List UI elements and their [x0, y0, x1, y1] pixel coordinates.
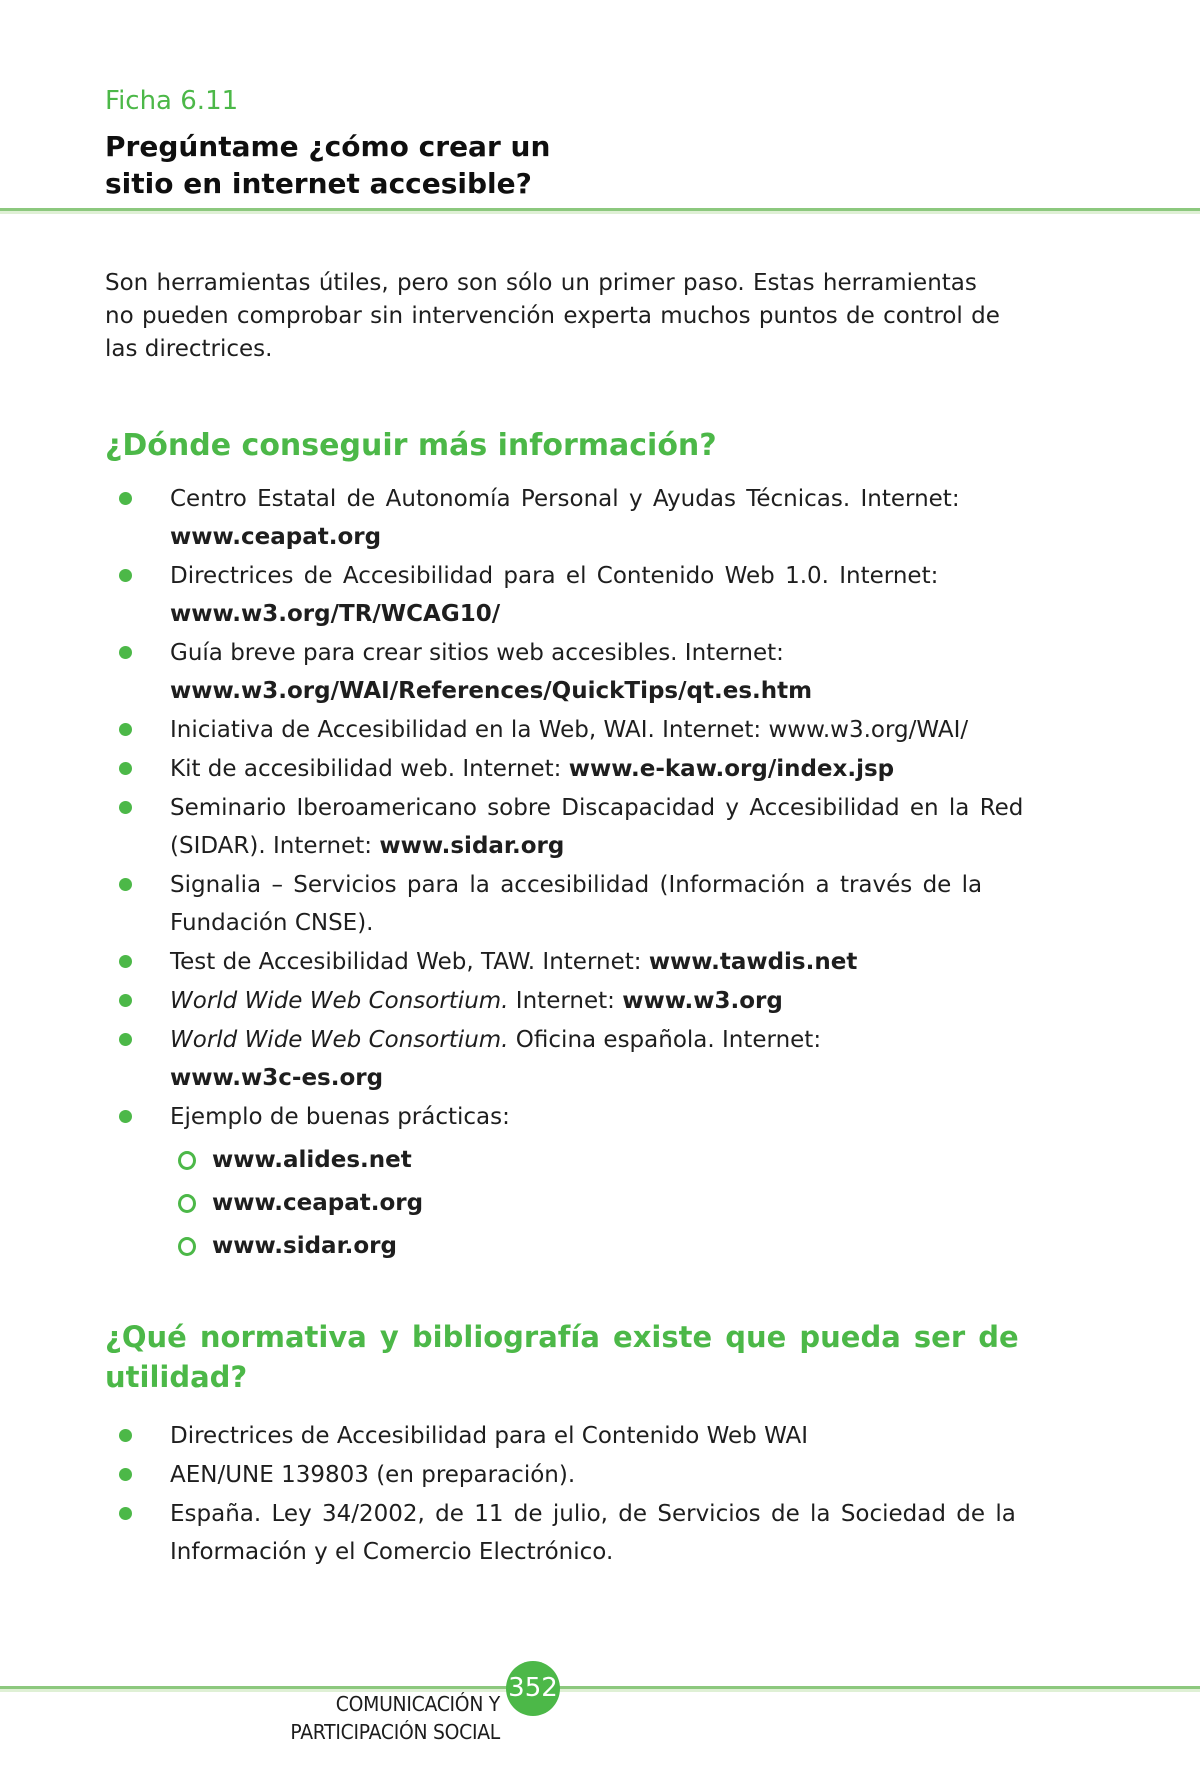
url-text: www.tawdis.net: [648, 949, 858, 975]
list-item: [105, 1456, 1055, 1494]
list-item-text: AEN/UNE 139803 (en preparación).: [170, 1462, 576, 1488]
page-title-line-2: sitio en internet accesible?: [105, 167, 532, 200]
page-title-line-1: Pregúntame ¿cómo crear un: [105, 130, 551, 163]
list-item-text: Test de Accesibilidad Web, TAW. Internet:: [170, 949, 649, 975]
intro-line-3: las directrices.: [105, 336, 273, 362]
url-text: www.alides.net: [212, 1147, 412, 1173]
url-text: www.sidar.org: [212, 1233, 397, 1259]
bullet-icon: [119, 762, 132, 775]
document-page: [0, 86, 1200, 1787]
list-item: [105, 557, 1055, 633]
bullet-icon: [119, 1468, 132, 1481]
bullet-icon: [119, 569, 132, 582]
list-item-text: Centro Estatal de Autonomía Personal y Ayudas Técnicas. Internet:: [170, 486, 960, 512]
list-item-text: Internet:: [508, 988, 623, 1014]
url-text: www.w3.org: [622, 988, 783, 1014]
page-title: [105, 128, 1200, 202]
bullet-icon: [119, 1033, 132, 1046]
list-item-text: (SIDAR). Internet:: [170, 833, 380, 859]
intro-line-1: Son herramientas útiles, pero son sólo un primer paso. Estas herramientas: [105, 270, 977, 296]
section-heading-normativa: [105, 1317, 1055, 1397]
footer-caption-line-2: PARTICIPACIÓN SOCIAL: [290, 1720, 500, 1744]
list-item: [105, 1021, 1055, 1097]
list-item: [105, 480, 1055, 556]
list-item-text: Guía breve para crear sitios web accesibles. Internet:: [170, 640, 784, 666]
bullet-icon: [119, 1429, 132, 1442]
url-text: www.e-kaw.org/index.jsp: [568, 756, 895, 782]
url-text: www.w3c-es.org: [170, 1065, 384, 1091]
sub-list-item: [178, 1184, 1055, 1222]
list-item-text: Directrices de Accesibilidad para el Contenido Web WAI: [170, 1423, 809, 1449]
list-item: [105, 1417, 1055, 1455]
bullet-icon: [119, 994, 132, 1007]
list-item: [105, 982, 1055, 1020]
list-item-text: Seminario Iberoamericano sobre Discapacidad y Accesibilidad en la Red: [170, 795, 1024, 821]
list-item: [105, 634, 1055, 710]
list-item-text: Kit de accesibilidad web. Internet:: [170, 756, 569, 782]
normativa-list: [105, 1417, 1055, 1571]
bullet-icon: [119, 955, 132, 968]
section-heading-line-1: ¿Qué normativa y bibliografía existe que pueda ser de: [105, 1320, 1019, 1354]
section-heading-line-2: utilidad?: [105, 1360, 248, 1394]
list-item-text: Fundación CNSE).: [170, 910, 374, 936]
bullet-icon: [119, 801, 132, 814]
list-item-text: Ejemplo de buenas prácticas:: [170, 1104, 510, 1130]
sub-list-item: [178, 1141, 1055, 1179]
list-item: [105, 789, 1055, 865]
list-item-text: Información y el Comercio Electrónico.: [170, 1539, 614, 1565]
circle-outline-bullet-icon: [178, 1194, 196, 1213]
sub-list-item: [178, 1227, 1055, 1265]
list-item-text: Directrices de Accesibilidad para el Contenido Web 1.0. Internet:: [170, 563, 939, 589]
intro-paragraph: [105, 267, 1055, 366]
page-number-badge: 352: [506, 1661, 560, 1716]
list-item: [105, 866, 1055, 942]
list-item-text-italic: World Wide Web Consortium.: [170, 988, 509, 1014]
url-text: www.ceapat.org: [212, 1190, 424, 1216]
bullet-icon: [119, 1507, 132, 1520]
info-list: [105, 480, 1055, 1265]
bullet-icon: [119, 723, 132, 736]
url-text: www.ceapat.org: [170, 524, 382, 550]
bullet-icon: [119, 492, 132, 505]
section-heading-informacion: ¿Dónde conseguir más información?: [105, 428, 717, 463]
circle-outline-bullet-icon: [178, 1237, 196, 1256]
list-item-text-italic: World Wide Web Consortium.: [170, 1027, 509, 1053]
url-text: www.sidar.org: [379, 833, 565, 859]
footer-caption-line-1: COMUNICACIÓN Y: [335, 1692, 500, 1716]
bullet-icon: [119, 1110, 132, 1123]
bullet-icon: [119, 878, 132, 891]
url-text: www.w3.org/TR/WCAG10/: [170, 601, 501, 627]
footer-rule: [0, 1686, 1200, 1689]
list-item-text: Iniciativa de Accesibilidad en la Web, WAI. Internet: www.w3.org/WAI/: [170, 717, 969, 743]
circle-outline-bullet-icon: [178, 1151, 196, 1170]
list-item: [105, 1098, 1055, 1136]
list-item: [105, 750, 1055, 788]
header-rule: [0, 208, 1200, 211]
ficha-label: Ficha 6.11: [105, 86, 239, 116]
list-item: [105, 711, 1055, 749]
url-text: www.w3.org/WAI/References/QuickTips/qt.es.htm: [170, 678, 813, 704]
list-item-text: Oficina española. Internet:: [508, 1027, 822, 1053]
list-item-text: Signalia – Servicios para la accesibilidad (Información a través de la: [170, 872, 983, 898]
bullet-icon: [119, 646, 132, 659]
page-header: [105, 86, 1200, 202]
list-item: [105, 943, 1055, 981]
intro-line-2: no pueden comprobar sin intervención experta muchos puntos de control de: [105, 303, 1000, 329]
footer-caption: [30, 1690, 500, 1746]
list-item-text: España. Ley 34/2002, de 11 de julio, de Servicios de la Sociedad de la: [170, 1501, 1016, 1527]
list-item: [105, 1495, 1055, 1571]
